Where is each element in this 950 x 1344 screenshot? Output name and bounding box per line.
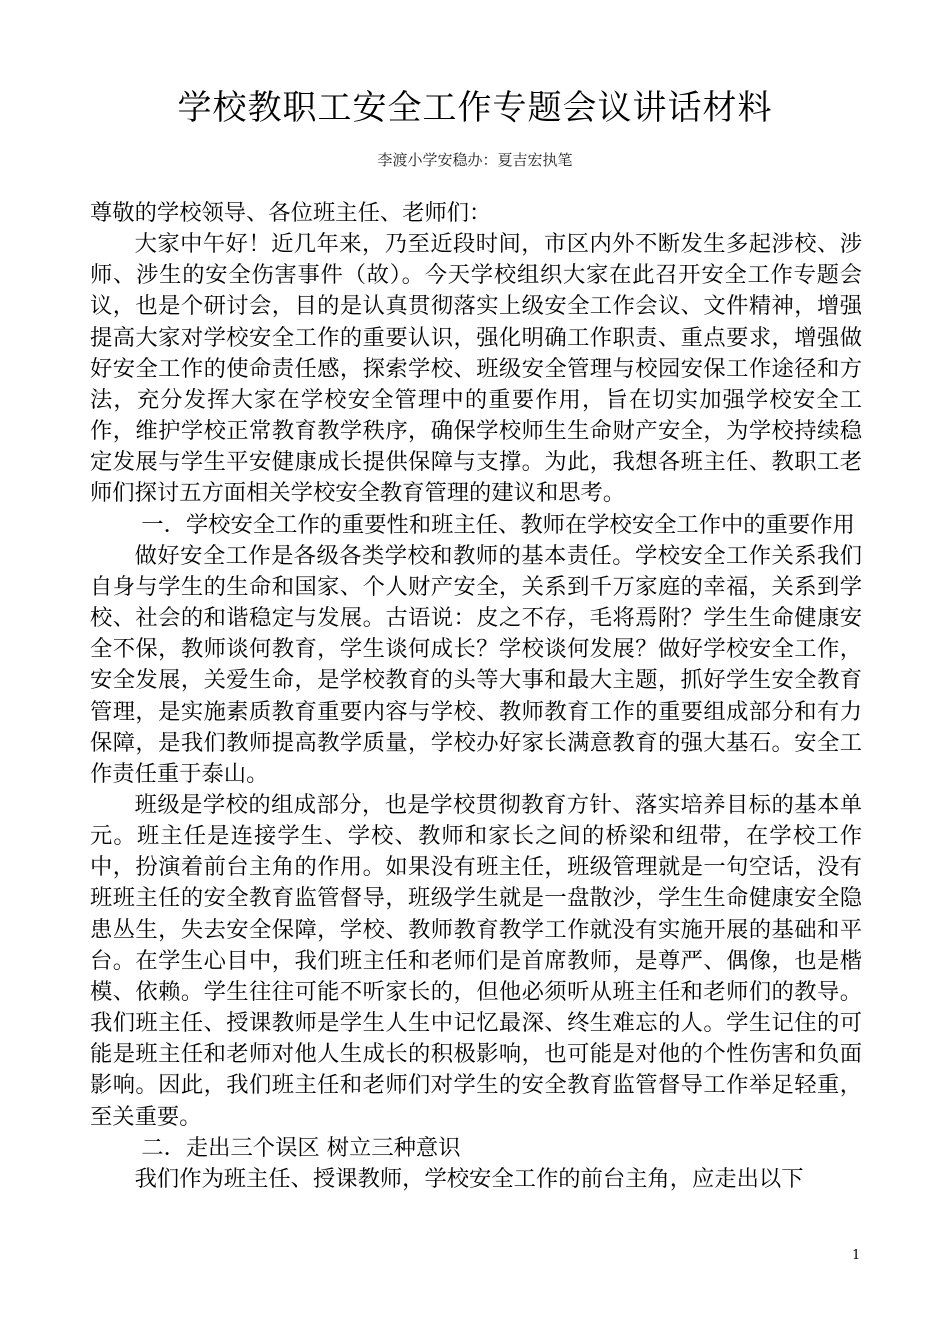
document-title: 学校教职工安全工作专题会议讲话材料 (177, 88, 773, 128)
paragraph-intro: 大家中午好！近几年来，乃至近段时间，市区内外不断发生多起涉校、涉师、涉生的安全伤害事件（故）。今天学校组织大家在此召开安全工作专题会议，也是个研讨会，目的是认真贯彻落实上级安全工作会议、文件精神，增强提高大家对学校安全工作的重要认识，强化明确工作职责、重点要求，增强做好安全工作的使命责任感，探索学校、班级安全管理与校园安保工作途径和方法，充分发挥大家在学校安全管理中的重要作用，旨在切实加强学校安全工作，维护学校正常教育教学秩序，确保学校师生生命财产安全，为学校持续稳定发展与学生平安健康成长提供保障与支撑。为此，我想各班主任、教职工老师们探讨五方面相关学校安全教育管理的建议和思考。 (90, 231, 862, 507)
author-line: 李渡小学安稳办：夏吉宏执笔 (377, 151, 573, 169)
section-heading-1: 一．学校安全工作的重要性和班主任、教师在学校安全工作中的重要作用 (141, 511, 855, 538)
paragraph: 做好安全工作是各级各类学校和教师的基本责任。学校安全工作关系我们自身与学生的生命和国家、个人财产安全，关系到千万家庭的幸福，关系到学校、社会的和谐稳定与发展。古语说：皮之不存，毛将焉附？学生生命健康安全不保，教师谈何教育，学生谈何成长？学校谈何发展？做好学校安全工作，安全发展，关爱生命，是学校教育的头等大事和最大主题，抓好学生安全教育管理，是实施素质教育重要内容与学校、教师教育工作的重要组成部分和有力保障，是我们教师提高教学质量，学校办好家长满意教育的强大基石。安全工作责任重于泰山。 (90, 542, 862, 787)
paragraph: 我们作为班主任、授课教师，学校安全工作的前台主角，应走出以下 (134, 1165, 804, 1192)
section-heading-2: 二．走出三个误区 树立三种意识 (141, 1134, 461, 1161)
page-number: 1 (852, 1248, 861, 1263)
paragraph: 班级是学校的组成部分，也是学校贯彻教育方针、落实培养目标的基本单元。班主任是连接学生、学校、教师和家长之间的桥梁和纽带，在学校工作中，扮演着前台主角的作用。如果没有班主任，班级管理就是一句空话，没有班班主任的安全教育监管督导，班级学生就是一盘散沙，学生生命健康安全隐患丛生，失去安全保障，学校、教师教育教学工作就没有实施开展的基础和平台。在学生心目中，我们班主任和老师们是首席教师，是尊严、偶像，也是楷模、依赖。学生往往可能不听家长的，但他必须听从班主任和老师们的教导。我们班主任、授课教师是学生人生中记忆最深、终生难忘的人。学生记住的可能是班主任和老师对他人生成长的积极影响，也可能是对他的个性伤害和负面影响。因此，我们班主任和老师们对学生的安全教育监管督导工作举足轻重，至关重要。 (90, 791, 862, 1130)
document-body (90, 198, 862, 1195)
salutation: 尊敬的学校领导、各位班主任、老师们： (90, 200, 492, 226)
